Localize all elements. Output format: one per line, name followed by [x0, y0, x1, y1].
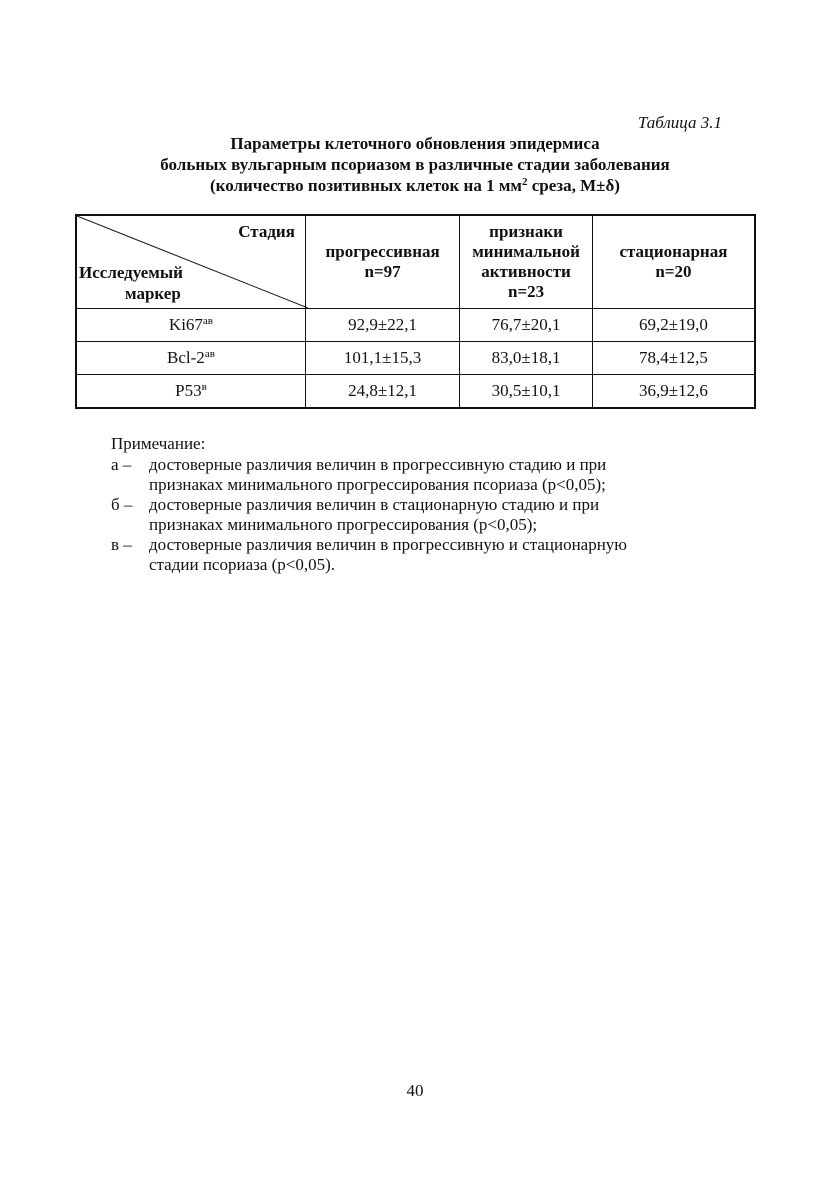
data-table: [75, 214, 756, 409]
corner-header-cell: [76, 215, 305, 309]
column-header-line: n=23: [507, 282, 545, 301]
table-title: [75, 133, 755, 196]
page-number: 40: [406, 1081, 424, 1100]
note-line: достоверные различия величин в прогрессивную стадию и при: [149, 455, 607, 474]
title-line-3-text: (количество позитивных клеток на 1 мм: [210, 176, 522, 195]
notes-heading: Примечание:: [111, 434, 206, 453]
value-cell: 30,5±10,1: [460, 375, 593, 409]
column-header-line: n=97: [364, 262, 401, 281]
note-item: [111, 535, 751, 575]
marker-name: Ki67: [168, 315, 203, 334]
title-superscript: 2: [521, 176, 528, 188]
marker-name: Bcl-2: [167, 348, 205, 367]
marker-cell: [76, 342, 305, 375]
marker-cell: [76, 375, 305, 409]
marker-name: P53: [175, 381, 202, 400]
value-cell: 24,8±12,1: [305, 375, 459, 409]
value-cell: 36,9±12,6: [592, 375, 755, 409]
table-row: [76, 342, 755, 375]
column-header-minimal-activity: [460, 215, 593, 309]
note-line: признаках минимального прогрессирования псориаза (р<0,05);: [149, 475, 606, 494]
value-cell: 83,0±18,1: [460, 342, 593, 375]
value-cell: 92,9±22,1: [305, 309, 459, 342]
title-line-2: больных вульгарным псориазом в различные стадии заболевания: [160, 155, 670, 174]
corner-marker-label-2: маркер: [125, 284, 181, 303]
note-item: [111, 495, 751, 535]
column-header-stationary: [592, 215, 755, 309]
note-marker: а –: [111, 455, 132, 474]
table-label: Таблица 3.1: [637, 113, 722, 132]
note-marker: в –: [111, 535, 132, 554]
table-row: [76, 309, 755, 342]
marker-cell: [76, 309, 305, 342]
marker-superscript: ав: [202, 315, 213, 327]
value-cell: 76,7±20,1: [460, 309, 593, 342]
value-cell: 101,1±15,3: [305, 342, 459, 375]
note-marker: б –: [111, 495, 133, 514]
table-row: [76, 375, 755, 409]
column-header-line: активности: [481, 262, 571, 281]
corner-marker-label-1: Исследуемый: [79, 263, 183, 282]
note-line: достоверные различия величин в стационарную стадию и при: [149, 495, 600, 514]
note-line: достоверные различия величин в прогрессивную и стационарную: [149, 535, 628, 554]
title-line-3-end: среза, М±δ): [527, 176, 620, 195]
value-cell: 69,2±19,0: [592, 309, 755, 342]
column-header-line: прогрессивная: [325, 242, 440, 261]
column-header-line: признаки: [489, 222, 563, 241]
marker-superscript: ав: [204, 348, 215, 360]
column-header-line: n=20: [655, 262, 692, 281]
title-line-1: Параметры клеточного обновления эпидермиса: [230, 134, 600, 153]
corner-stage-label: Стадия: [238, 222, 295, 241]
value-cell: 78,4±12,5: [592, 342, 755, 375]
column-header-progressive: [305, 215, 459, 309]
note-item: [111, 455, 751, 495]
note-line: признаках минимального прогрессирования (р<0,05);: [149, 515, 538, 534]
column-header-line: стационарная: [619, 242, 728, 261]
column-header-line: минимальной: [472, 242, 580, 261]
header-row: [76, 215, 755, 309]
note-line: стадии псориаза (р<0,05).: [149, 555, 336, 574]
notes-section: [111, 434, 751, 575]
marker-superscript: в: [201, 381, 207, 393]
title-line-3: [75, 175, 755, 196]
